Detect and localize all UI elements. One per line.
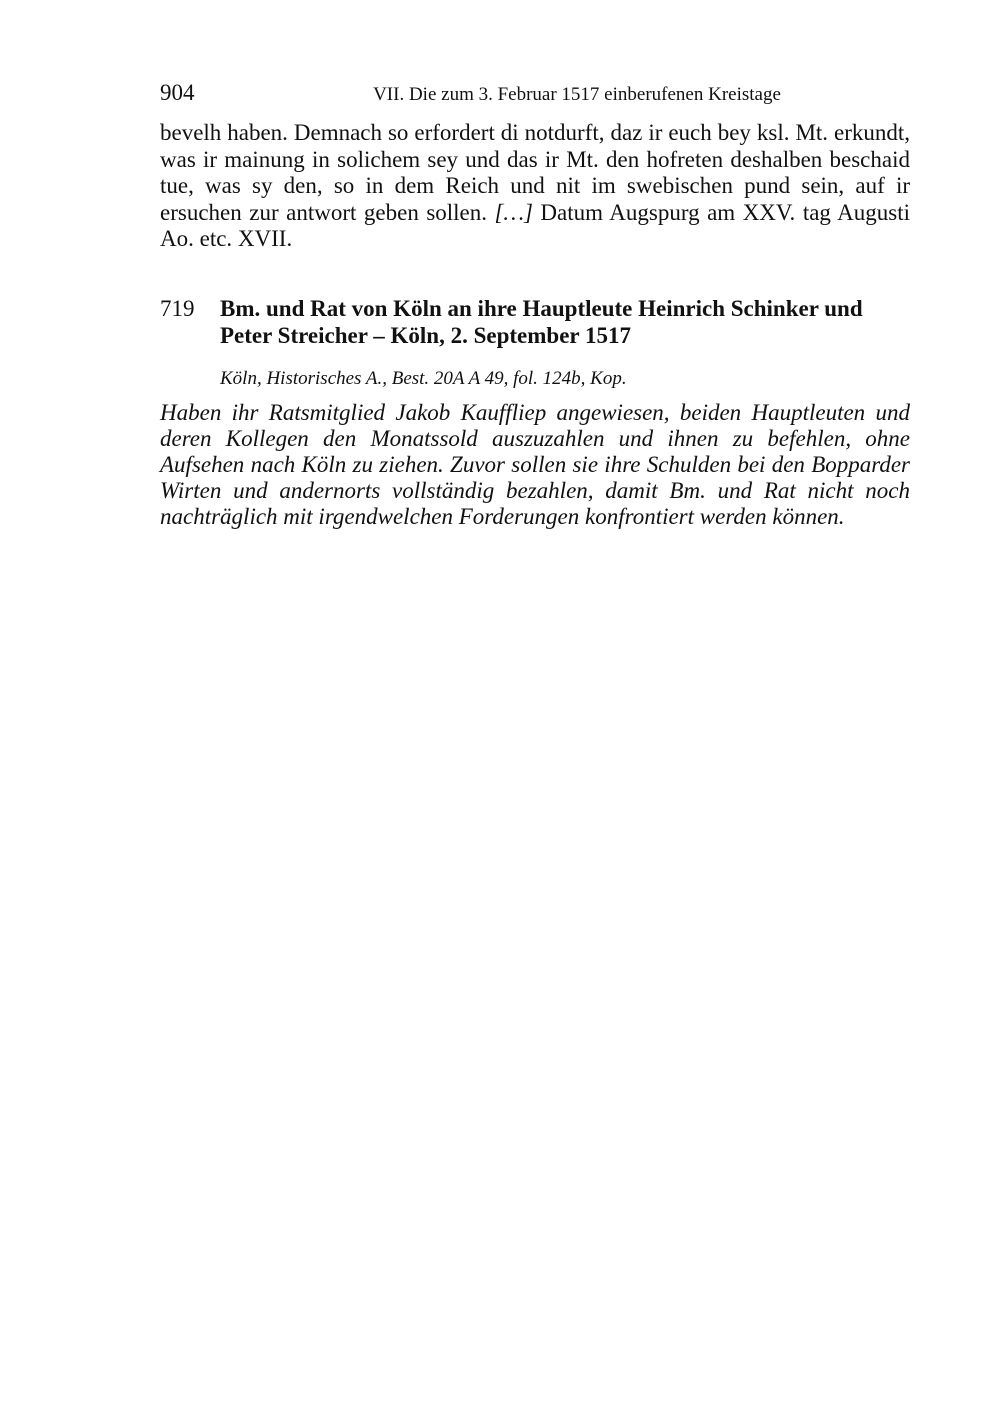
continuation-text-start: bevelh haben. Demnach so erfordert di notdurft, daz ir euch bey ksl. Mt. erkundt, was ir mainung in solichem sey und das ir Mt. den hofreten deshalben beschaid tue, was sy den, so in dem Reich und nit im swebischen pund sein, auf ir ersuchen zur antwort geben sollen. bbox=[160, 120, 910, 225]
omission-ellipsis: […] bbox=[494, 199, 533, 225]
document-entry bbox=[160, 295, 910, 531]
entry-number: 719 bbox=[160, 295, 195, 321]
entry-title: Bm. und Rat von Köln an ihre Hauptleute Heinrich Schinker und Peter Streicher – Köln, 2. September 1517 bbox=[220, 295, 863, 348]
running-title: VII. Die zum 3. Februar 1517 einberufenen Kreistage bbox=[373, 84, 781, 105]
entry-summary: Haben ihr Ratsmitglied Jakob Kauffliep angewiesen, beiden Hauptleuten und deren Kollegen den Monatssold auszuzahlen und ihnen zu befehlen, ohne Aufsehen nach Köln zu ziehen. Zuvor sollen sie ihre Schulden bei den Bopparder Wirten und andernorts vollständig bezahlen, damit Bm. und Rat nicht noch nachträglich mit irgendwelchen Forderungen konfrontiert werden können. bbox=[160, 399, 910, 530]
continuation-text-end: Datum Augspurg am XXV. tag Augusti Ao. etc. XVII. bbox=[160, 199, 911, 251]
document-page bbox=[160, 78, 910, 531]
archival-source: Köln, Historisches A., Best. 20A A 49, fol. 124b, Kop. bbox=[220, 367, 627, 389]
running-header bbox=[160, 78, 910, 108]
page-number: 904 bbox=[160, 80, 195, 105]
continuation-paragraph bbox=[160, 120, 910, 253]
